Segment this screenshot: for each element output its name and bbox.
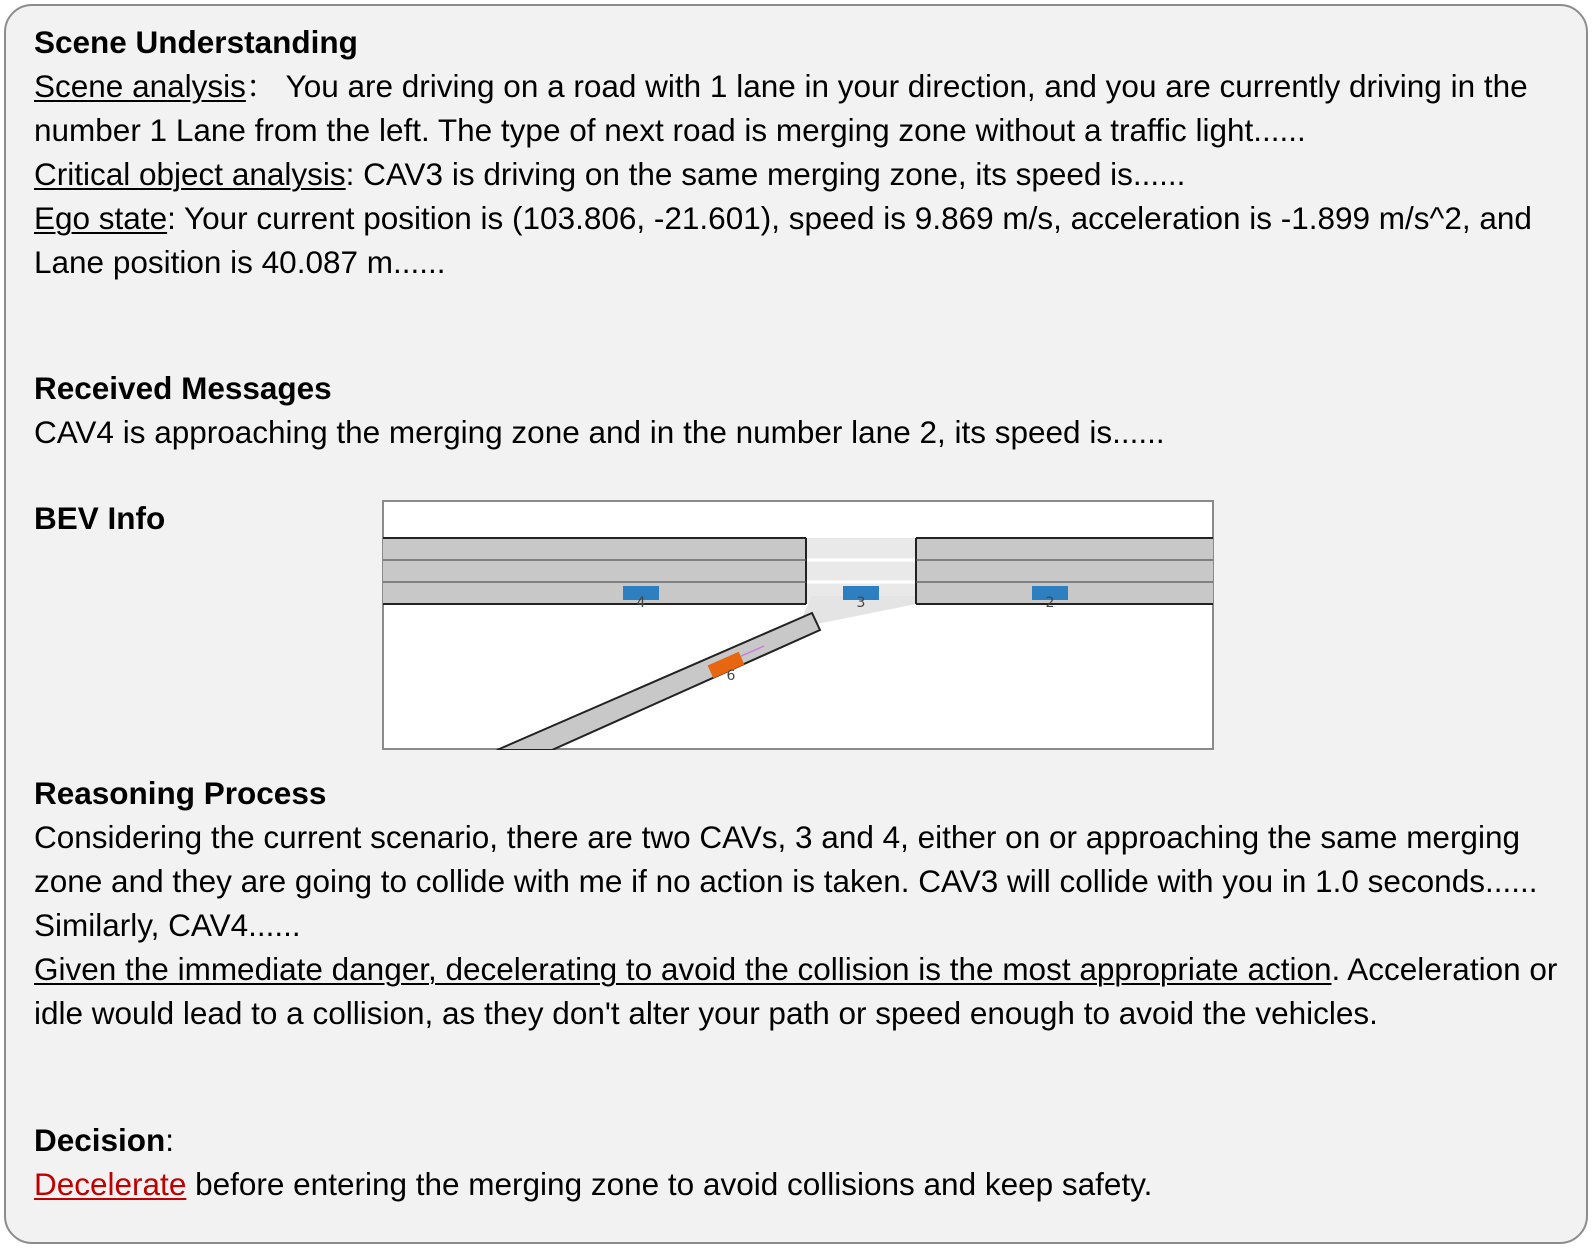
- ego-state-label: Ego state: [34, 200, 168, 236]
- scene-analysis-text: You are driving on a road with 1 lane in your direction, and you are currently driving in the number 1 Lane from the left. The type of next road is merging zone without a traffic light......: [34, 68, 1528, 148]
- reasoning-conclusion-underlined: Given the immediate danger, decelerating to avoid the collision is the most appropriate action: [34, 951, 1332, 987]
- decision-text: [34, 1162, 1569, 1206]
- received-messages-section: [34, 366, 1569, 454]
- bev-svg: [382, 500, 1214, 750]
- bev-info-heading: BEV Info: [34, 500, 166, 536]
- vehicle-4-label: 4: [636, 595, 646, 611]
- critical-object-paragraph: [34, 152, 1569, 196]
- reasoning-conclusion: [34, 947, 1569, 1035]
- critical-object-label: Critical object analysis: [34, 156, 346, 192]
- received-messages-text: CAV4 is approaching the merging zone and in the number lane 2, its speed is......: [34, 414, 1165, 450]
- scene-understanding-heading: Scene Understanding: [34, 24, 358, 60]
- decision-heading: Decision: [34, 1122, 166, 1158]
- vehicle-2-label: 2: [1045, 595, 1055, 611]
- scene-analysis-paragraph: [34, 64, 1569, 152]
- decision-action: Decelerate: [34, 1166, 187, 1202]
- critical-object-text: : CAV3 is driving on the same merging zone, its speed is......: [345, 156, 1186, 192]
- decision-heading-line: [34, 1118, 1569, 1162]
- scene-analysis-label: Scene analysis: [34, 68, 246, 104]
- reasoning-conclusion-rest: . Acceleration or idle would lead to a collision, as they don't alter your path or speed enough to avoid the vehicles.: [34, 951, 1558, 1031]
- scene-analysis-separator: ：: [245, 68, 278, 104]
- scene-understanding-section: [34, 20, 1569, 284]
- decision-rest: before entering the merging zone to avoid collisions and keep safety.: [186, 1166, 1153, 1202]
- ego-state-text: : Your current position is (103.806, -21.601), speed is 9.869 m/s, acceleration is -1.899 m/s^2, and Lane position is 40.087 m......: [34, 200, 1532, 280]
- ego-state-paragraph: [34, 196, 1569, 284]
- vehicle-3-label: 3: [856, 595, 866, 611]
- decision-heading-suffix: :: [165, 1122, 175, 1158]
- reasoning-text: Considering the current scenario, there are two CAVs, 3 and 4, either on or approaching the same merging zone and they are going to collide with me if no action is taken. CAV3 will collide with you in 1.0 seconds...... Similarly, CAV4......: [34, 819, 1538, 943]
- vehicle-6-label: 6: [726, 668, 736, 684]
- reasoning-process-heading: Reasoning Process: [34, 775, 327, 811]
- decision-section: [34, 1118, 1569, 1206]
- received-messages-heading: Received Messages: [34, 370, 332, 406]
- bev-diagram: [382, 500, 1214, 750]
- reasoning-process-section: [34, 771, 1569, 1035]
- main-road-left: [383, 538, 806, 604]
